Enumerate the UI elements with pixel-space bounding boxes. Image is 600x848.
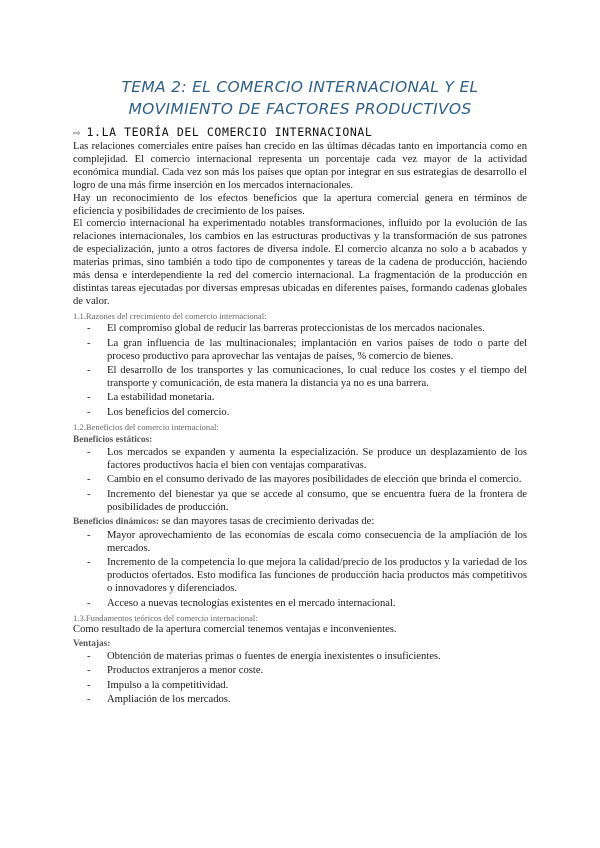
arrow-right-icon: ⇨: [73, 125, 81, 139]
list-item: - Mayor aprovechamiento de las economías de escala como consecuencia de la ampliación de los mercados.: [73, 530, 527, 556]
subsection-heading-1-1: 1.1.Razones del crecimiento del comercio internacional:: [73, 310, 267, 321]
reasons-list: [73, 323, 527, 419]
list-item: - Los mercados se expanden y aumenta la especialización. Se produce un desplazamiento de los factores productivos hacia el bien con ventajas comparativas.: [73, 447, 527, 473]
paragraph-2: Hay un reconocimiento de los efectos beneficios que la apertura comercial genera en términos de eficiencia y posibilidades de crecimiento de los países.: [73, 192, 527, 217]
section-heading-1-text: 1.LA TEORÍA DEL COMERCIO INTERNACIONAL: [86, 125, 373, 139]
list-item: - Incremento de la competencia lo que mejora la calidad/precio de los productos y la variedad de los productos ofertados. Esto modifica las funciones de producción hacia productos más competitivos o innovadores y diferenciados.: [73, 557, 527, 596]
list-item: - El compromiso global de reducir las barreras proteccionistas de los mercados nacionales.: [73, 323, 527, 336]
list-item: - Obtención de materias primas o fuentes de energía inexistentes o insuficientes.: [73, 651, 527, 664]
paragraph-1: Las relaciones comerciales entre países han crecido en las últimas décadas tanto en importancia como en complejidad. El comercio internacional representa un porcentaje cada vez mayor de la actividad económica mundial. Cada vez son más los países que optan por integrar en sus estrategias de desarrollo el logro de una más firme inserción en los mercados internacionales.: [73, 141, 527, 191]
list-item: - Incremento del bienestar ya que se accede al consumo, que se encuentra fuera de la frontera de posibilidades de producción.: [73, 489, 527, 515]
paragraph-3: El comercio internacional ha experimentado notables transformaciones, influido por la evolución de las relaciones internacionales, los cambios en las estructuras productivas y la transformación de sus patrones de especialización, junto a otros factores de diversa índole. El comercio alcanza no solo a b acabados y materias primas, sino también a todo tipo de componentes y tareas de la cadena de producción, haciendo más densa e interdependiente la red del comercio internacional. La fragmentación de la producción en distintas tareas ejecutadas por diversas empresas ubicadas en diferentes países, formando cadenas globales de valor.: [73, 218, 527, 307]
advantages-label: Ventajas:: [73, 638, 111, 649]
document-page: [73, 0, 527, 709]
list-item: - Productos extranjeros a menor coste.: [73, 665, 527, 678]
static-benefits-label: Beneficios estáticos:: [73, 435, 153, 446]
dynamic-benefits-label: Beneficios dinámicos:: [73, 517, 159, 528]
subsection-heading-1-3: 1.3.Fundamentos teóricos del comercio internacional:: [73, 612, 258, 623]
dynamic-benefits-line: [73, 516, 527, 529]
dynamic-benefits-list: [73, 530, 527, 610]
list-item: - Acceso a nuevas tecnologías existentes en el mercado internacional.: [73, 598, 527, 611]
advantages-list: [73, 651, 527, 707]
list-item: - La estabilidad monetaria.: [73, 392, 527, 405]
list-item: - La gran influencia de las multinacionales; implantación en varios países de todo o parte del proceso productivo para aprovechar las ventajas de países, % comercio de bienes.: [73, 338, 527, 364]
subsection-heading-1-2: 1.2.Beneficios del comercio internacional:: [73, 421, 219, 432]
intro-paragraph: Como resultado de la apertura comercial tenemos ventajas e inconvenientes.: [73, 624, 397, 635]
list-item: - Los beneficios del comercio.: [73, 407, 527, 420]
list-item: - Ampliación de los mercados.: [73, 694, 527, 707]
dynamic-benefits-text: se dan mayores tasas de crecimiento derivadas de:: [159, 516, 375, 528]
list-item: - El desarrollo de los transportes y las comunicaciones, lo cual reduce los costes y el tiempo del transporte y comunicación, de esta manera la distancia ya no es una barrera.: [73, 365, 527, 391]
list-item: - Cambio en el consumo derivado de las mayores posibilidades de elección que brinda el comercio.: [73, 474, 527, 487]
section-heading-1: [73, 125, 527, 139]
static-benefits-list: [73, 447, 527, 515]
list-item: - Impulso a la competitividad.: [73, 680, 527, 693]
page-title: TEMA 2: EL COMERCIO INTERNACIONAL Y EL MOVIMIENTO DE FACTORES PRODUCTIVOS: [121, 78, 479, 118]
